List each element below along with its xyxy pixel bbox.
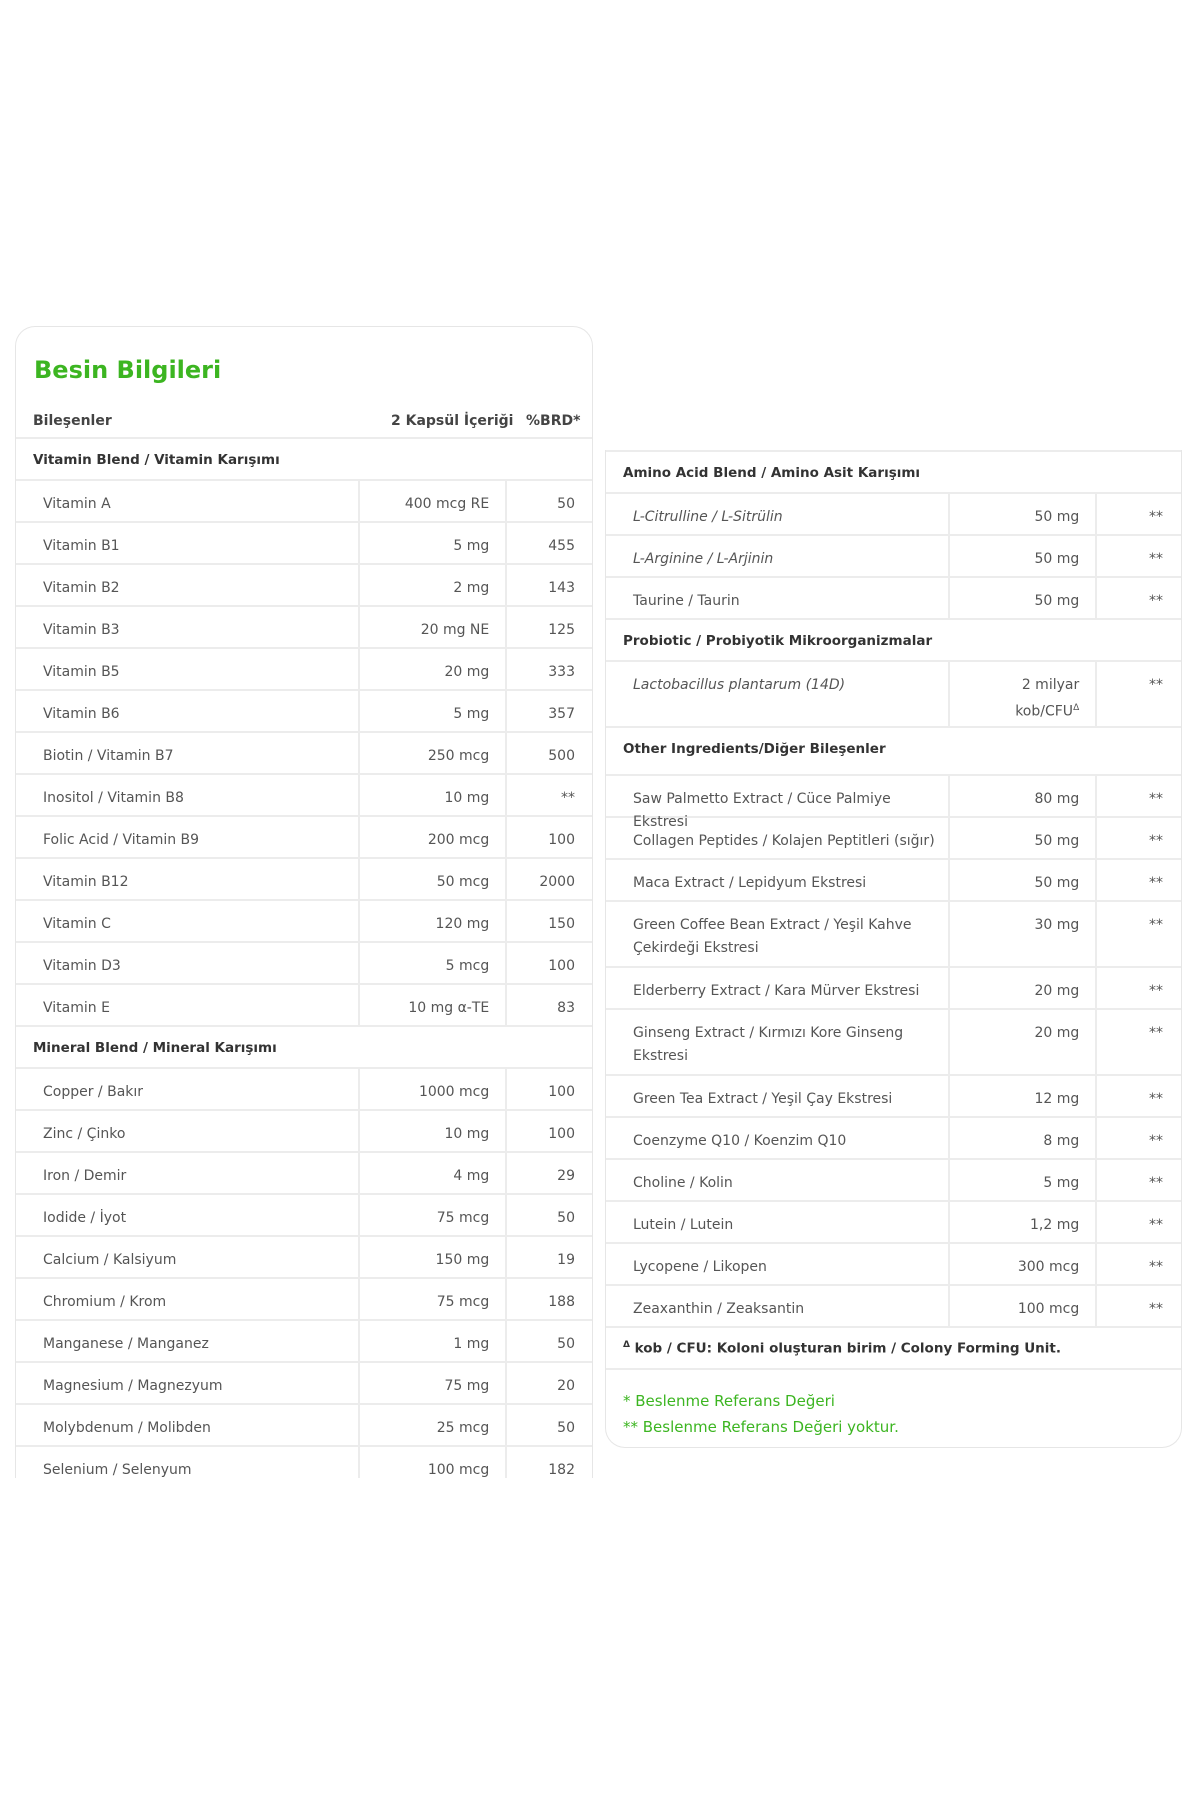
column-header-amount: 2 Kapsül İçeriği [391,413,514,429]
ingredient-brd: 19 [557,1252,575,1268]
table-row [606,816,1181,858]
ingredient-amount [950,662,1098,726]
ingredient-name: Zeaxanthin / Zeaksantin [606,1286,950,1326]
ingredient-amount: 10 mg [360,775,508,815]
column-header-name: Bileşenler [33,413,112,429]
ingredient-brd: 50 [557,1336,575,1352]
ingredient-name: Zinc / Çinko [16,1111,360,1151]
table-row [16,815,592,857]
ingredient-brd: 83 [557,1000,575,1016]
ingredient-brd: ** [1149,1301,1163,1317]
ingredient-name: L-Arginine / L-Arjinin [606,536,950,576]
ingredient-brd: ** [1149,593,1163,609]
ingredient-name: Inositol / Vitamin B8 [16,775,360,815]
ingredient-name: Vitamin D3 [16,943,360,983]
ingredient-brd: 333 [548,664,575,680]
table-row [16,563,592,605]
ingredient-name: Lycopene / Likopen [606,1244,950,1284]
ingredient-amount: 50 mg [950,818,1098,858]
ingredient-amount: 80 mg [950,776,1098,816]
ingredient-name: Green Coffee Bean Extract / Yeşil Kahve Çekirdeği Ekstresi [606,902,950,966]
ingredient-brd: 100 [548,958,575,974]
ingredient-name: Saw Palmetto Extract / Cüce Palmiye Ekstresi [606,776,950,816]
right-table-body [606,450,1181,1326]
ingredient-amount: 75 mcg [360,1195,508,1235]
ingredient-brd: ** [1149,509,1163,525]
ingredient-amount: 50 mcg [360,859,508,899]
ingredient-amount: 20 mg NE [360,607,508,647]
ingredient-amount: 120 mg [360,901,508,941]
ingredient-brd: 50 [557,1420,575,1436]
ingredient-name: Vitamin B2 [16,565,360,605]
ingredient-amount: 1 mg [360,1321,508,1361]
ingredient-amount: 20 mg [360,649,508,689]
table-row [606,1242,1181,1284]
ingredient-brd: 50 [557,496,575,512]
ingredient-name: Elderberry Extract / Kara Mürver Ekstresi [606,968,950,1008]
ingredient-brd: 455 [548,538,575,554]
ingredient-amount: 50 mg [950,494,1098,534]
ingredient-brd: ** [1149,833,1163,849]
table-row [606,1284,1181,1326]
ingredient-name: Ginseng Extract / Kırmızı Kore Ginseng Ekstresi [606,1010,950,1074]
table-row [606,1116,1181,1158]
ingredient-name: Maca Extract / Lepidyum Ekstresi [606,860,950,900]
ingredient-amount: 10 mg [360,1111,508,1151]
ingredient-amount: 5 mcg [360,943,508,983]
ingredient-name: Vitamin B1 [16,523,360,563]
table-row [16,1277,592,1319]
ingredient-brd: ** [1149,917,1163,933]
ingredient-brd: 100 [548,832,575,848]
ingredient-amount: 400 mcg RE [360,481,508,521]
amount-line-2-text: kob/CFU [1015,703,1074,720]
section-heading: Probiotic / Probiyotik Mikroorganizmalar [606,618,1181,660]
ingredient-name: Vitamin B12 [16,859,360,899]
ingredient-amount: 1000 mcg [360,1069,508,1109]
ingredient-brd: 125 [548,622,575,638]
nutrition-table-left [15,326,593,1478]
ingredient-brd: 29 [557,1168,575,1184]
table-row [606,534,1181,576]
ingredient-brd: ** [1149,677,1163,693]
ingredient-amount: 5 mg [950,1160,1098,1200]
ingredient-brd: 2000 [539,874,575,890]
ingredient-name: Vitamin C [16,901,360,941]
ingredient-brd: 188 [548,1294,575,1310]
ingredient-brd: 500 [548,748,575,764]
ingredient-name: Iodide / İyot [16,1195,360,1235]
ingredient-brd: ** [1149,1217,1163,1233]
ingredient-amount: 1,2 mg [950,1202,1098,1242]
ingredient-name: Copper / Bakır [16,1069,360,1109]
ingredient-amount: 12 mg [950,1076,1098,1116]
table-row [606,858,1181,900]
ingredient-brd: ** [1149,1091,1163,1107]
legend-line-2: ** Beslenme Referans Değeri yoktur. [623,1418,899,1436]
footnote-mark: Δ [623,1340,630,1350]
ingredient-amount: 30 mg [950,902,1098,966]
ingredient-brd: ** [1149,1175,1163,1191]
footnote-text: kob / CFU: Koloni oluşturan birim / Colony Forming Unit. [634,1340,1062,1357]
ingredient-brd: 50 [557,1210,575,1226]
ingredient-brd: 100 [548,1084,575,1100]
table-row [16,1193,592,1235]
table-row [16,521,592,563]
ingredient-name: Vitamin B6 [16,691,360,731]
ingredient-name: Vitamin B5 [16,649,360,689]
table-row [606,1158,1181,1200]
cfu-footnote [606,1326,1181,1368]
table-row [16,773,592,815]
table-row [16,1361,592,1403]
ingredient-amount: 50 mg [950,860,1098,900]
ingredient-amount: 50 mg [950,536,1098,576]
ingredient-amount: 10 mg α-TE [360,985,508,1025]
ingredient-name: Biotin / Vitamin B7 [16,733,360,773]
ingredient-brd: ** [1149,1259,1163,1275]
legend-line-1: * Beslenme Referans Değeri [623,1392,835,1410]
table-row [16,1067,592,1109]
section-heading: Vitamin Blend / Vitamin Karışımı [16,437,592,479]
table-row [16,479,592,521]
ingredient-name: Collagen Peptides / Kolajen Peptitleri (sığır) [606,818,950,858]
ingredient-name: Manganese / Manganez [16,1321,360,1361]
ingredient-brd: ** [561,790,575,806]
table-row [16,899,592,941]
table-row [16,983,592,1025]
ingredient-amount: 75 mcg [360,1279,508,1319]
table-row [606,660,1181,726]
ingredient-amount: 100 mcg [950,1286,1098,1326]
table-row [606,1008,1181,1074]
table-row [16,647,592,689]
table-row [16,1445,592,1478]
ingredient-name: Folic Acid / Vitamin B9 [16,817,360,857]
table-row [16,605,592,647]
ingredient-amount: 100 mcg [360,1447,508,1478]
ingredient-name: Magnesium / Magnezyum [16,1363,360,1403]
ingredient-name: Coenzyme Q10 / Koenzim Q10 [606,1118,950,1158]
ingredient-name: Calcium / Kalsiyum [16,1237,360,1277]
table-row [16,1151,592,1193]
table-row [606,1200,1181,1242]
section-heading: Mineral Blend / Mineral Karışımı [16,1025,592,1067]
table-row [16,1403,592,1445]
ingredient-brd: 357 [548,706,575,722]
table-row [606,492,1181,534]
ingredient-amount: 75 mg [360,1363,508,1403]
ingredient-name: Selenium / Selenyum [16,1447,360,1478]
ingredient-amount: 20 mg [950,1010,1098,1074]
amount-line-1: 2 milyar [1021,677,1080,693]
table-row [16,857,592,899]
table-row [16,1235,592,1277]
ingredient-name: Green Tea Extract / Yeşil Çay Ekstresi [606,1076,950,1116]
ingredient-name: Chromium / Krom [16,1279,360,1319]
table-row [16,689,592,731]
column-header-row [16,407,592,437]
table-row [16,731,592,773]
ingredient-brd: ** [1149,551,1163,567]
ingredient-brd: ** [1149,875,1163,891]
nutrition-table-right [605,450,1182,1448]
ingredient-brd: ** [1149,1025,1163,1041]
page-title: Besin Bilgileri [34,356,222,384]
ingredient-amount: 300 mcg [950,1244,1098,1284]
ingredient-brd: ** [1149,983,1163,999]
ingredient-name: Taurine / Taurin [606,578,950,618]
ingredient-brd: 150 [548,916,575,932]
ingredient-name: Molybdenum / Molibden [16,1405,360,1445]
ingredient-name: Vitamin B3 [16,607,360,647]
ingredient-name: Lutein / Lutein [606,1202,950,1242]
ingredient-brd: ** [1149,791,1163,807]
ingredient-amount: 2 mg [360,565,508,605]
ingredient-amount: 4 mg [360,1153,508,1193]
table-row [606,900,1181,966]
ingredient-brd: 20 [557,1378,575,1394]
ingredient-amount: 8 mg [950,1118,1098,1158]
table-row [16,941,592,983]
ingredient-name: Iron / Demir [16,1153,360,1193]
ingredient-amount: 5 mg [360,523,508,563]
amount-line-2 [958,697,1080,724]
column-header-brd: %BRD* [526,413,581,429]
ingredient-amount: 150 mg [360,1237,508,1277]
ingredient-name: Choline / Kolin [606,1160,950,1200]
ingredient-brd: ** [1149,1133,1163,1149]
table-row [606,576,1181,618]
amount-mark: Δ [1073,703,1080,713]
table-row [606,774,1181,830]
ingredient-name: Lactobacillus plantarum (14D) [606,662,950,726]
ingredient-brd: 143 [548,580,575,596]
left-table-body [16,437,592,1478]
table-row [16,1109,592,1151]
table-row [606,966,1181,1008]
ingredient-amount: 200 mcg [360,817,508,857]
ingredient-name: Vitamin A [16,481,360,521]
ingredient-amount: 50 mg [950,578,1098,618]
brd-legend [606,1368,1181,1440]
ingredient-amount: 20 mg [950,968,1098,1008]
ingredient-brd: 182 [548,1462,575,1478]
table-row [606,1074,1181,1116]
ingredient-name: Vitamin E [16,985,360,1025]
section-heading: Amino Acid Blend / Amino Asit Karışımı [606,450,1181,492]
ingredient-name: L-Citrulline / L-Sitrülin [606,494,950,534]
table-row [16,1319,592,1361]
ingredient-amount: 25 mcg [360,1405,508,1445]
ingredient-brd: 100 [548,1126,575,1142]
ingredient-amount: 5 mg [360,691,508,731]
ingredient-amount: 250 mcg [360,733,508,773]
section-heading: Other Ingredients/Diğer Bileşenler [606,726,1181,774]
